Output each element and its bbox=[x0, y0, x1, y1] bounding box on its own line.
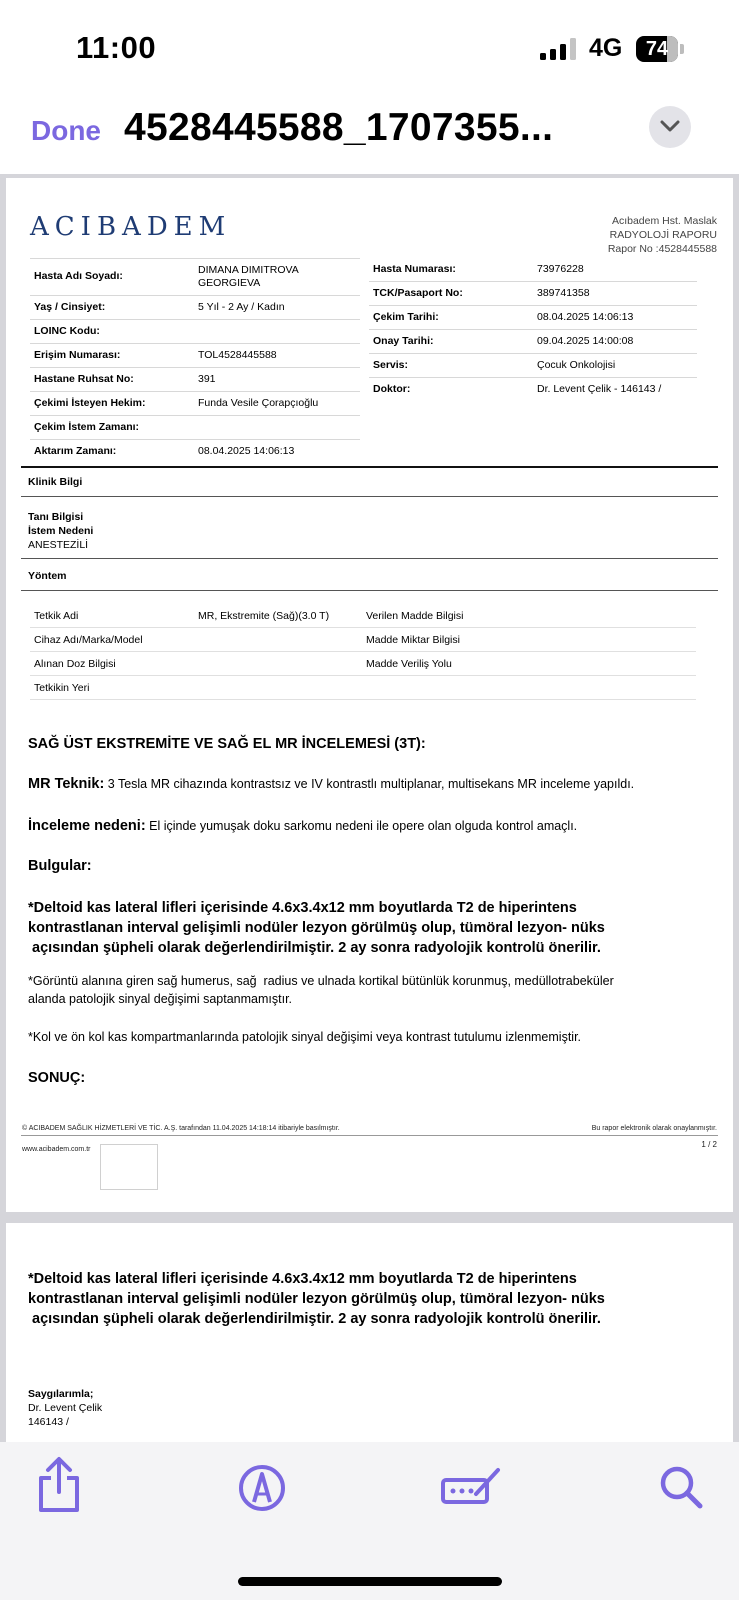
status-time: 11:00 bbox=[76, 30, 157, 65]
divider bbox=[21, 1135, 718, 1136]
battery-icon bbox=[636, 36, 684, 62]
search-button[interactable] bbox=[656, 1462, 708, 1514]
search-icon bbox=[656, 1462, 708, 1514]
sonuc-heading: SONUÇ: bbox=[28, 1070, 86, 1086]
chevron-down-icon bbox=[660, 119, 680, 133]
page-number: 1 / 2 bbox=[701, 1140, 717, 1149]
report-heading: SAĞ ÜST EKSTREMİTE VE SAĞ EL MR İNCELEMESİ (3T): bbox=[28, 736, 426, 752]
pdf-page-1 bbox=[6, 178, 733, 1212]
acibadem-logo: ACIBADEM bbox=[30, 212, 232, 242]
divider bbox=[21, 496, 718, 497]
table-row: Cihaz Adı/Marka/Model Madde Miktar Bilgisi bbox=[30, 628, 696, 652]
patient-info-right: Hasta Numarası: 73976228 TCK/Pasaport No: 389741358 Çekim Tarihi: 08.04.2025 14:06:13 Onay Tarihi: 09.04.2025 14:00:08 Servis: Çocuk Onkolojisi Doktor: Dr. Levent Çelik - 146143 / bbox=[369, 258, 697, 402]
nav-bar bbox=[0, 98, 739, 174]
patient-info-left: Hasta Adı Soyadı: DIMANA DIMITROVA GEORGIEVA Yaş / Cinsiyet: 5 Yıl - 2 Ay / Kadın LOINC Kodu: Erişim Numarası: TOL4528445588 Hastane Ruhsat No: 391 Çekimi İsteyen Hekim: Funda Vesile Çorapçıoğlu Çekim İstem Zamanı: Aktarım Zamanı: 08.04.2025 14:06:13 bbox=[30, 258, 360, 464]
network-type: 4G bbox=[589, 34, 623, 62]
method-table bbox=[30, 604, 696, 700]
tani-block: Tanı Bilgisi İstem Nedeni ANESTEZİLİ bbox=[28, 511, 94, 551]
pdf-page-2 bbox=[6, 1223, 733, 1446]
footer-copyright: © ACIBADEM SAĞLIK HİZMETLERİ VE TİC. A.Ş. tarafından 11.04.2025 14:18:14 itibariyle basılmıştır. bbox=[22, 1125, 340, 1132]
signature-button[interactable] bbox=[440, 1462, 504, 1514]
home-indicator[interactable] bbox=[238, 1577, 502, 1586]
done-button[interactable]: Done bbox=[31, 115, 101, 146]
hospital-info: Acıbadem Hst. Maslak RADYOLOJİ RAPORU Rapor No :4528445588 bbox=[607, 215, 717, 255]
footer-approval: Bu rapor elektronik olarak onaylanmıştır. bbox=[591, 1125, 717, 1132]
cellular-signal-icon bbox=[540, 38, 578, 60]
divider bbox=[21, 590, 718, 591]
divider bbox=[21, 558, 718, 559]
conclusion-text: *Deltoid kas lateral lifleri içerisinde 4.6x3.4x12 mm boyutlarda T2 de hiperintens kontrastlanan interval gelişimli nodüler lezyon görülmüş olup, tümöral lezyon- nüks açısından şüpheli olarak değerlendirilmiştir. 2 ay sonra radyolojik kontrolü önerilir. bbox=[28, 1271, 605, 1327]
document-viewer[interactable] bbox=[0, 174, 739, 1446]
table-row: Tetkik Adi MR, Ekstremite (Sağ)(3.0 T) Verilen Madde Bilgisi bbox=[30, 604, 696, 628]
bulgular-heading: Bulgular: bbox=[28, 858, 92, 874]
mr-teknik: MR Teknik: 3 Tesla MR cihazında kontrastsız ve IV kontrastlı multiplanar, multisekans MR inceleme yapıldı. bbox=[28, 776, 635, 792]
finding-3: *Kol ve ön kol kas kompartmanlarında patolojik sinyal değişimi veya kontrast tutulumu izlenmemiştir. bbox=[28, 1030, 582, 1044]
battery-level: 74 bbox=[645, 38, 669, 60]
signature-icon bbox=[440, 1462, 504, 1514]
signature-block: Saygılarımla; Dr. Levent Çelik 146143 / bbox=[28, 1388, 103, 1428]
section-yontem: Yöntem bbox=[28, 570, 67, 582]
section-klinik-bilgi: Klinik Bilgi bbox=[28, 476, 83, 488]
inceleme-nedeni: İnceleme nedeni: El içinde yumuşak doku sarkomu nedeni ile opere olan olguda kontrol amaçlı. bbox=[28, 818, 578, 834]
share-button[interactable] bbox=[33, 1462, 85, 1514]
table-row: Alınan Doz Bilgisi Madde Veriliş Yolu bbox=[30, 652, 696, 676]
table-row: Tetkikin Yeri bbox=[30, 676, 696, 700]
footer-website: www.acibadem.com.tr bbox=[22, 1146, 91, 1153]
title-menu-button[interactable] bbox=[649, 106, 691, 148]
share-icon bbox=[33, 1454, 85, 1514]
document-title: 4528445588_1707355... bbox=[124, 106, 554, 149]
finding-2: *Görüntü alanına giren sağ humerus, sağ radius ve ulnada kortikal bütünlük korunmuş, medüllotrabeküler alanda patolojik sinyal değişimi saptanmamıştır. bbox=[28, 974, 614, 1006]
status-bar bbox=[0, 0, 739, 98]
markup-button[interactable] bbox=[236, 1462, 288, 1514]
divider bbox=[21, 466, 718, 468]
footer-box bbox=[100, 1144, 158, 1190]
markup-pen-icon bbox=[236, 1462, 288, 1514]
finding-1: *Deltoid kas lateral lifleri içerisinde 4.6x3.4x12 mm boyutlarda T2 de hiperintens kontrastlanan interval gelişimli nodüler lezyon görülmüş olup, tümöral lezyon- nüks açısından şüpheli olarak değerlendirilmiştir. 2 ay sonra radyolojik kontrolü önerilir. bbox=[28, 900, 605, 956]
